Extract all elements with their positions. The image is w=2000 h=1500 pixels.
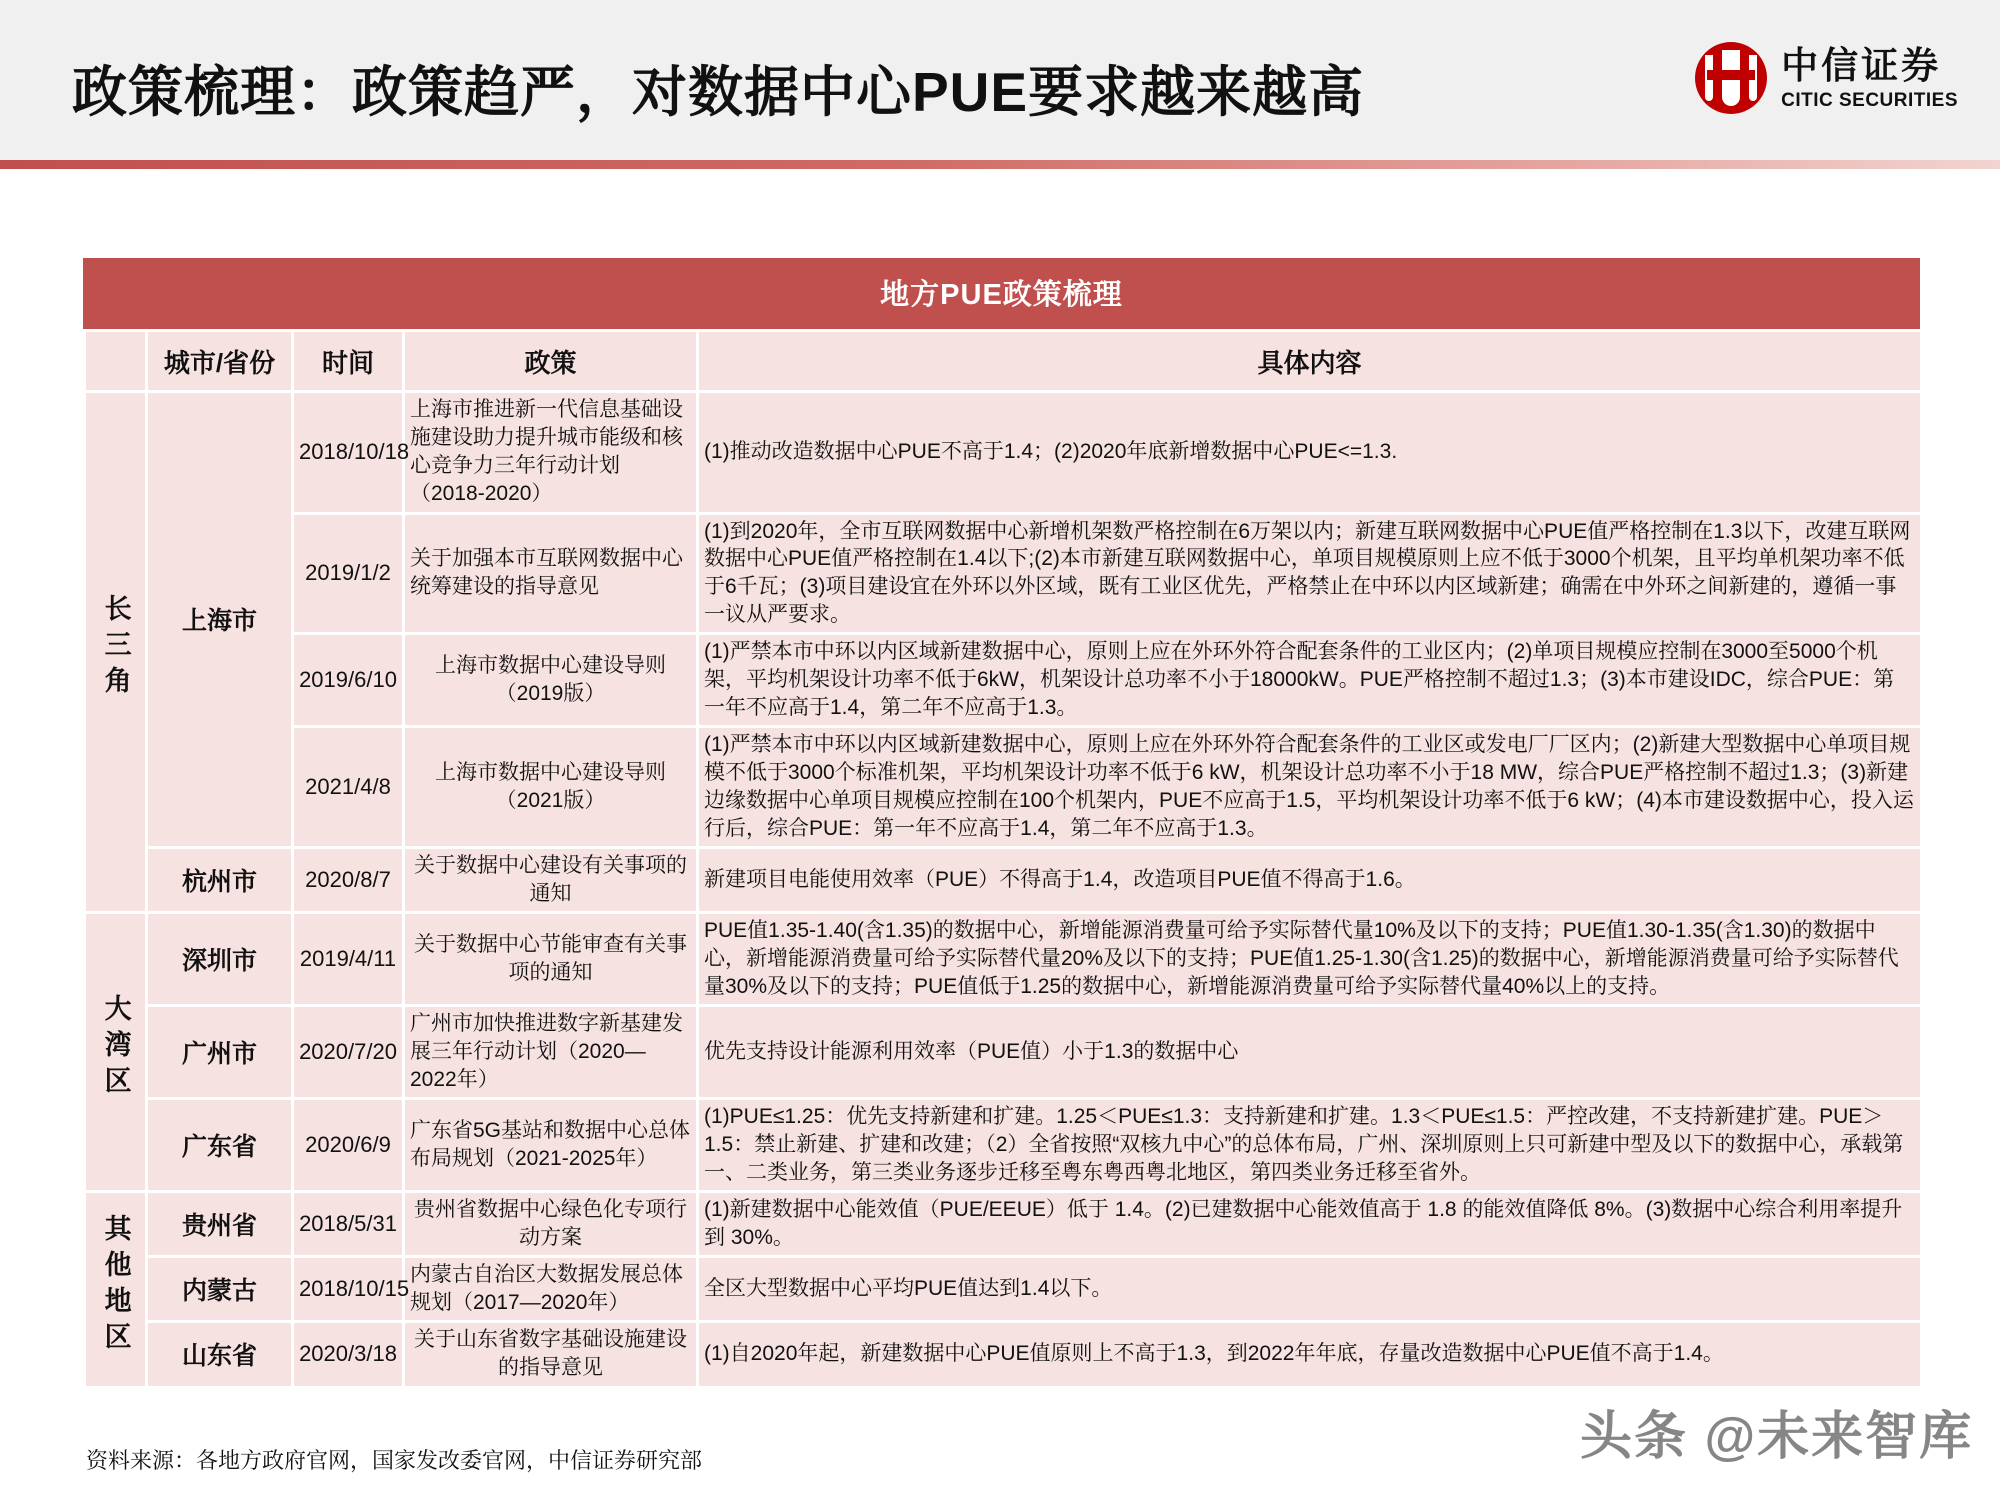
city-cell: 山东省 (147, 1322, 293, 1387)
table-row (85, 634, 1922, 727)
city-cell: 广州市 (147, 1005, 293, 1098)
policy-detail-cell: (1)新建数据中心能效值（PUE/EEUE）低于 1.4。(2)已建数据中心能效值高于 1.8 的能效值降低 8%。(3)数据中心综合利用率提升到 30%。 (698, 1191, 1922, 1256)
city-cell: 杭州市 (147, 847, 293, 912)
table-row (85, 912, 1922, 1005)
table-row (85, 847, 1922, 912)
policy-detail-cell: (1)严禁本市中环以内区域新建数据中心，原则上应在外环外符合配套条件的工业区内；(2)单项目规模应控制在3000至5000个机架，平均机架设计功率不低于6kW，机架设计总功率不小于18000kW。PUE严格控制不超过1.3；(3)本市建设IDC，综合PUE：第一年不应高于1.4，第二年不应高于1.3。 (698, 634, 1922, 727)
page-title: 政策梳理：政策趋严，对数据中心PUE要求越来越高 (72, 61, 1365, 123)
policy-name-cell: 关于数据中心节能审查有关事项的通知 (404, 912, 698, 1005)
logo-text-block (1781, 44, 1958, 111)
table-row (85, 513, 1922, 634)
policy-name-cell: 上海市数据中心建设导则（2021版） (404, 726, 698, 847)
policy-detail-cell: (1)到2020年，全市互联网数据中心新增机架数严格控制在6万架以内；新建互联网数据中心PUE值严格控制在1.3以下，改建互联网数据中心PUE值严格控制在1.4以下;(2)本市新建互联网数据中心，单项目规模原则上应不低于3000个机架，且平均单机架功率不低于6千瓦；(3)项目建设宜在外环以外区域，既有工业区优先，严格禁止在中环以内区域新建；确需在中外环之间新建的，遵循一事一议从严要求。 (698, 513, 1922, 634)
city-cell: 深圳市 (147, 912, 293, 1005)
city-cell: 内蒙古 (147, 1257, 293, 1322)
table-row (85, 1099, 1922, 1192)
date-cell: 2019/1/2 (293, 513, 404, 634)
citic-securities-logo (1695, 42, 1958, 114)
date-cell: 2021/4/8 (293, 726, 404, 847)
table-row (85, 1322, 1922, 1387)
policy-detail-cell: 新建项目电能使用效率（PUE）不得高于1.4，改造项目PUE值不得高于1.6。 (698, 847, 1922, 912)
policy-name-cell: 内蒙古自治区大数据发展总体规划（2017—2020年） (404, 1257, 698, 1322)
date-cell: 2018/5/31 (293, 1191, 404, 1256)
region-cell (85, 1191, 147, 1387)
date-cell: 2020/8/7 (293, 847, 404, 912)
policy-name-cell: 关于加强本市互联网数据中心统筹建设的指导意见 (404, 513, 698, 634)
date-cell: 2020/7/20 (293, 1005, 404, 1098)
column-header-detail: 具体内容 (698, 331, 1922, 392)
city-cell: 上海市 (147, 392, 293, 848)
policy-table-container (83, 258, 1920, 1389)
citic-logo-icon (1695, 42, 1767, 114)
column-header-region (85, 331, 147, 392)
policy-name-cell: 贵州省数据中心绿色化专项行动方案 (404, 1191, 698, 1256)
policy-name-cell: 关于山东省数字基础设施建设的指导意见 (404, 1322, 698, 1387)
region-cell (85, 392, 147, 913)
date-cell: 2018/10/18 (293, 392, 404, 514)
policy-name-cell: 广州市加快推进数字新基建发展三年行动计划（2020—2022年） (404, 1005, 698, 1098)
table-row (85, 1191, 1922, 1256)
table-row (85, 1005, 1922, 1098)
region-cell (85, 912, 147, 1191)
table-row (85, 1257, 1922, 1322)
table-title: 地方PUE政策梳理 (83, 258, 1920, 329)
policy-name-cell: 上海市数据中心建设导则（2019版） (404, 634, 698, 727)
date-cell: 2018/10/15 (293, 1257, 404, 1322)
table-row (85, 392, 1922, 514)
policy-detail-cell: PUE值1.35-1.40(含1.35)的数据中心，新增能源消费量可给予实际替代量10%及以下的支持；PUE值1.30-1.35(含1.30)的数据中心，新增能源消费量可给予实际替代量20%及以下的支持；PUE值1.25-1.30(含1.25)的数据中心，新增能源消费量可给予实际替代量30%及以下的支持；PUE值低于1.25的数据中心，新增能源消费量可给予实际替代量40%以上的支持。 (698, 912, 1922, 1005)
policy-detail-cell: (1)自2020年起，新建数据中心PUE值原则上不高于1.3，到2022年年底，存量改造数据中心PUE值不高于1.4。 (698, 1322, 1922, 1387)
policy-detail-cell: 优先支持设计能源利用效率（PUE值）小于1.3的数据中心 (698, 1005, 1922, 1098)
city-cell: 贵州省 (147, 1191, 293, 1256)
date-cell: 2019/6/10 (293, 634, 404, 727)
date-cell: 2019/4/11 (293, 912, 404, 1005)
region-label: 其他地区 (100, 1213, 131, 1358)
policy-name-cell: 广东省5G基站和数据中心总体布局规划（2021-2025年） (404, 1099, 698, 1192)
table-row (85, 726, 1922, 847)
policy-detail-cell: (1)推动改造数据中心PUE不高于1.4；(2)2020年底新增数据中心PUE<=1.3. (698, 392, 1922, 514)
watermark: 头条 @未来智库 (1580, 1408, 1974, 1466)
date-cell: 2020/3/18 (293, 1322, 404, 1387)
policy-detail-cell: (1)严禁本市中环以内区域新建数据中心，原则上应在外环外符合配套条件的工业区或发电厂厂区内；(2)新建大型数据中心单项目规模不低于3000个标准机架，平均机架设计功率不低于6 kW，机架设计总功率不小于18 MW，综合PUE严格控制不超过1.3；(3)新建边缘数据中心单项目规模应控制在100个机架内，PUE不应高于1.5，平均机架设计功率不低于6 kW；(4)本市建设数据中心，投入运行后，综合PUE：第一年不应高于1.4，第二年不应高于1.3。 (698, 726, 1922, 847)
logo-chinese-name: 中信证券 (1781, 44, 1942, 86)
region-label: 长三角 (100, 594, 131, 703)
table-header (85, 331, 1922, 392)
column-header-date: 时间 (293, 331, 404, 392)
table-header-row (85, 331, 1922, 392)
policy-detail-cell: (1)PUE≤1.25：优先支持新建和扩建。1.25＜PUE≤1.3：支持新建和扩建。1.3＜PUE≤1.5：严控改建，不支持新建扩建。PUE＞1.5：禁止新建、扩建和改建；（2）全省按照“双核九中心”的总体布局，广州、深圳原则上只可新建中型及以下的数据中心，承载第一、二类业务，第三类业务逐步迁移至粤东粤西粤北地区，第四类业务迁移至省外。 (698, 1099, 1922, 1192)
header-accent-rule (0, 160, 2000, 169)
policy-name-cell: 上海市推进新一代信息基础设施建设助力提升城市能级和核心竞争力三年行动计划（2018-2020） (404, 392, 698, 514)
source-note: 资料来源：各地方政府官网，国家发改委官网，中信证券研究部 (86, 1448, 703, 1473)
table-body (85, 392, 1922, 1388)
policy-name-cell: 关于数据中心建设有关事项的通知 (404, 847, 698, 912)
logo-english-name: CITIC SECURITIES (1781, 89, 1958, 111)
column-header-policy: 政策 (404, 331, 698, 392)
column-header-city: 城市/省份 (147, 331, 293, 392)
date-cell: 2020/6/9 (293, 1099, 404, 1192)
city-cell: 广东省 (147, 1099, 293, 1192)
region-label: 大湾区 (100, 994, 131, 1103)
policy-table (83, 329, 1923, 1389)
policy-detail-cell: 全区大型数据中心平均PUE值达到1.4以下。 (698, 1257, 1922, 1322)
